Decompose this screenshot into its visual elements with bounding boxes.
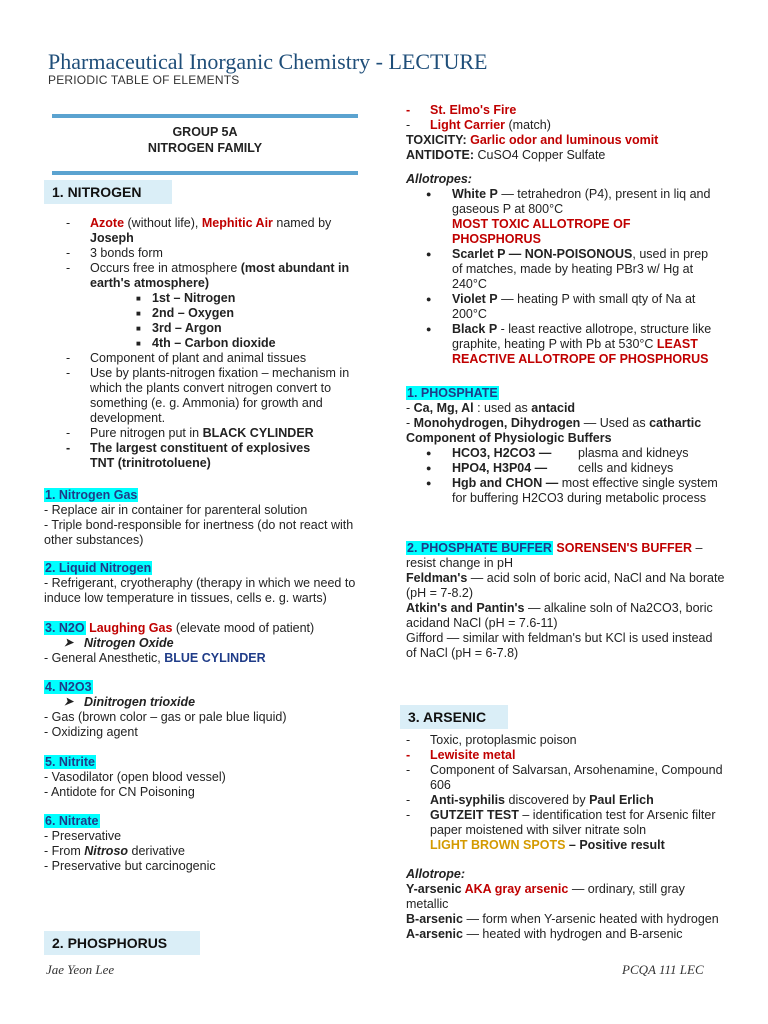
block-text: — alkaline soln of Na2CO3, boric acidand NaCl (pH = 7.6-11) — [406, 601, 713, 630]
group-box — [52, 114, 358, 175]
n2o-block — [44, 621, 364, 666]
list-text: plasma and kidneys — [578, 446, 689, 460]
buffers-list — [406, 446, 722, 506]
joseph-text: Joseph — [90, 231, 134, 245]
arsenic-list — [384, 733, 724, 853]
list-item: ■ 3rd – Argon — [136, 321, 406, 336]
allotrope-name: Scarlet P — NON-POISONOUS — [452, 247, 633, 261]
phosphate-block — [406, 386, 726, 446]
block-line — [406, 601, 726, 631]
block-text: B-arsenic — [406, 912, 463, 926]
antidote-line — [406, 148, 726, 163]
block-line — [44, 844, 364, 859]
block-line — [406, 571, 726, 586]
liquid-nitrogen-block — [44, 561, 364, 606]
liquid-nitrogen-heading: 2. Liquid Nitrogen — [45, 561, 152, 575]
sorensen-text: SORENSEN'S BUFFER — [556, 541, 693, 555]
n2o-heading: 3. N2O — [45, 621, 85, 635]
block-text: Monohydrogen, Dihydrogen — [413, 416, 581, 430]
group-title: GROUP 5A — [172, 125, 238, 139]
block-text: — acid soln of boric acid, NaCl and Na borate — [467, 571, 725, 585]
list-text: (most abundant in earth's atmosphere) — [90, 261, 350, 290]
block-text: derivative — [128, 844, 186, 858]
list-text: Anti-syphilis — [430, 793, 506, 807]
list-text: - least reactive allotrope, structure like graphite, heating P with Pb at 530°C — [452, 322, 712, 351]
list-text: MOST TOXIC ALLOTROPE OF PHOSPHORUS — [452, 217, 631, 246]
list-item — [44, 441, 362, 471]
list-item — [44, 426, 362, 441]
block-heading: Allotrope: — [406, 867, 466, 881]
nitrogen-list-2 — [44, 351, 362, 471]
block-text: – resist change in pH — [406, 541, 703, 570]
phosphate-buffer-block — [406, 541, 726, 661]
list-item: ■ 4th – Carbon dioxide — [136, 336, 406, 351]
block-line: - Replace air in container for parenteral solution — [44, 503, 308, 517]
block-text: — heated with hydrogen and B-arsenic — [462, 927, 683, 941]
nitrogen-oxide-text: ➤ Nitrogen Oxide — [44, 636, 364, 651]
nitrite-block — [44, 755, 364, 800]
list-item: - 3 bonds form — [44, 246, 362, 261]
toxicity-label: TOXICITY: — [406, 133, 471, 147]
phosphorus-uses-list — [384, 103, 724, 133]
block-text: Feldman's — [406, 571, 468, 585]
block-line: - Gas (brown color – gas or pale blue liquid) — [44, 710, 287, 724]
list-text: The largest constituent of explosives — [90, 441, 311, 455]
list-item — [406, 476, 722, 506]
allotrope-name: Black P — [452, 322, 498, 336]
block-line: - Preservative but carcinogenic — [44, 859, 216, 873]
mephitic-text: Mephitic Air — [201, 216, 273, 230]
list-text: Occurs free in atmosphere — [90, 261, 241, 275]
block-line — [406, 541, 726, 571]
black-cylinder-text: BLACK CYLINDER — [202, 426, 314, 440]
list-text: TNT (trinitrotoluene) — [90, 456, 211, 470]
list-item — [406, 187, 722, 247]
block-line — [406, 912, 726, 927]
list-item: ■ 1st – Nitrogen — [136, 291, 406, 306]
block-text: — Used as — [580, 416, 650, 430]
section-nitrogen-heading: 1. NITROGEN — [44, 180, 172, 204]
block-text: Atkin's and Pantin's — [406, 601, 525, 615]
nitrite-heading: 5. Nitrite — [45, 755, 96, 769]
list-item: - Lewisite metal — [384, 748, 724, 763]
block-text: AKA gray arsenic — [464, 882, 569, 896]
n2o3-heading: 4. N2O3 — [45, 680, 92, 694]
phosphate-heading: 1. PHOSPHATE — [407, 386, 498, 400]
block-line: - Antidote for CN Poisoning — [44, 785, 195, 799]
toxicity-line — [406, 133, 726, 148]
list-item: ■ 2nd – Oxygen — [136, 306, 406, 321]
block-line: (pH = 7-8.2) — [406, 586, 474, 600]
block-line: - Refrigerant, cryotheraphy (therapy in which we need to induce low temperature in tissues, cells e. g. warts) — [44, 576, 356, 605]
list-text: LEAST REACTIVE ALLOTROPE OF PHOSPHORUS — [452, 337, 709, 366]
list-item: - Toxic, protoplasmic poison — [384, 733, 724, 748]
nitroso-text: Nitroso — [84, 844, 129, 858]
block-text: cathartic — [649, 416, 702, 430]
list-item: - Use by plants-nitrogen fixation – mechanism in which the plants convert nitrogen convert to something (e. g. Ammonia) for growth and development. — [44, 366, 362, 426]
section-phosphorus-heading: 2. PHOSPHORUS — [44, 931, 200, 955]
nitrate-block — [44, 814, 364, 874]
list-text: — tetrahedron (P4), present in liq and gaseous P at 800°C — [452, 187, 711, 216]
block-text: — ordinary, still gray metallic — [406, 882, 685, 911]
antidote-label: ANTIDOTE: — [406, 148, 478, 162]
list-item — [384, 808, 724, 853]
antidote-text: CuSO4 Copper Sulfate — [477, 148, 606, 162]
list-text: (without life), — [124, 216, 202, 230]
phosphate-buffer-heading: 2. PHOSPHATE BUFFER — [407, 541, 552, 555]
list-text: (match) — [505, 118, 551, 132]
block-line: Component of Physiologic Buffers — [406, 431, 612, 445]
list-text: named by — [272, 216, 332, 230]
list-item: - St. Elmo's Fire — [384, 103, 724, 118]
list-text: discovered by — [505, 793, 590, 807]
allotrope-name: Violet P — [452, 292, 498, 306]
block-text: Ca, Mg, Al — [413, 401, 474, 415]
list-item — [406, 461, 722, 476]
list-item — [406, 292, 722, 322]
list-item — [384, 118, 724, 133]
page-title: Pharmaceutical Inorganic Chemistry - LECTURE — [48, 49, 488, 74]
block-text: : used as — [473, 401, 532, 415]
list-item — [406, 446, 722, 461]
arsenic-allotrope-block — [406, 867, 726, 942]
block-text: antacid — [531, 401, 576, 415]
block-line: - Oxidizing agent — [44, 725, 138, 739]
toxicity-text: Garlic odor and luminous vomit — [470, 133, 659, 147]
list-item — [406, 247, 722, 292]
block-text: — form when Y-arsenic heated with hydrogen — [462, 912, 719, 926]
nitrogen-gas-heading: 1. Nitrogen Gas — [45, 488, 138, 502]
list-item — [384, 793, 724, 808]
list-item — [406, 322, 722, 367]
nitrogen-list — [44, 216, 362, 291]
list-item — [44, 261, 362, 291]
block-text: A-arsenic — [406, 927, 463, 941]
allotrope-name: White P — [452, 187, 498, 201]
azote-text: Azote — [90, 216, 125, 230]
block-text: - — [406, 401, 414, 415]
block-line: Gifford — similar with feldman's but KCl is used instead of NaCl (pH = 6-7.8) — [406, 631, 713, 660]
abundance-list — [44, 291, 406, 351]
allotropes-list — [406, 187, 722, 367]
list-text: Paul Erlich — [589, 793, 654, 807]
list-text: Pure nitrogen put in — [90, 426, 203, 440]
buffer-name: Hgb and CHON — — [452, 476, 559, 490]
allotropes-heading: Allotropes: — [406, 172, 472, 186]
block-line: - Preservative — [44, 829, 122, 843]
list-text: GUTZEIT TEST — [430, 808, 519, 822]
buffer-name: HCO3, H2CO3 — — [452, 446, 552, 460]
block-text: - General Anesthetic, — [44, 651, 165, 665]
list-text: — heating P with small qty of Na at 200°C — [452, 292, 696, 321]
light-carrier-text: Light Carrier — [430, 118, 506, 132]
list-text: – identification test for Arsenic filter paper moistened with silver nitrate soln — [430, 808, 716, 837]
list-item — [44, 216, 362, 246]
section-arsenic-heading: 3. ARSENIC — [400, 705, 508, 729]
block-text: Y-arsenic — [406, 882, 465, 896]
block-line — [406, 927, 726, 942]
list-item: - Component of Salvarsan, Arsohenamine, Compound 606 — [384, 763, 724, 793]
block-line — [44, 651, 364, 666]
block-line — [406, 416, 726, 431]
buffer-name: HPO4, H3P04 — — [452, 461, 548, 475]
laughing-gas-text: Laughing Gas — [89, 621, 173, 635]
n2o3-block — [44, 680, 364, 740]
block-text: - — [406, 416, 414, 430]
list-text: – Positive result — [565, 838, 665, 852]
page-subtitle: PERIODIC TABLE OF ELEMENTS — [48, 73, 240, 87]
list-text: , used in prep of matches, made by heating PBr3 w/ Hg at 240°C — [452, 247, 709, 291]
block-line — [406, 882, 726, 912]
spots-text: LIGHT BROWN SPOTS — [430, 838, 566, 852]
group-subtitle: NITROGEN FAMILY — [147, 141, 263, 155]
block-line — [406, 401, 726, 416]
dinitrogen-text: ➤ Dinitrogen trioxide — [44, 695, 364, 710]
list-text: cells and kidneys — [578, 461, 674, 475]
footer-course: PCQA 111 LEC — [622, 962, 704, 977]
list-item: - Component of plant and animal tissues — [44, 351, 362, 366]
footer-author: Jae Yeon Lee — [46, 962, 115, 977]
block-text: - From — [44, 844, 85, 858]
nitrogen-gas-block — [44, 488, 364, 548]
list-text: most effective single system for buffering H2CO3 during metabolic process — [452, 476, 718, 505]
block-line: - Vasodilator (open blood vessel) — [44, 770, 226, 784]
block-line: (elevate mood of patient) — [172, 621, 315, 635]
blue-cylinder-text: BLUE CYLINDER — [164, 651, 266, 665]
block-line: - Triple bond-responsible for inertness (do not react with other substances) — [44, 518, 354, 547]
nitrate-heading: 6. Nitrate — [45, 814, 99, 828]
